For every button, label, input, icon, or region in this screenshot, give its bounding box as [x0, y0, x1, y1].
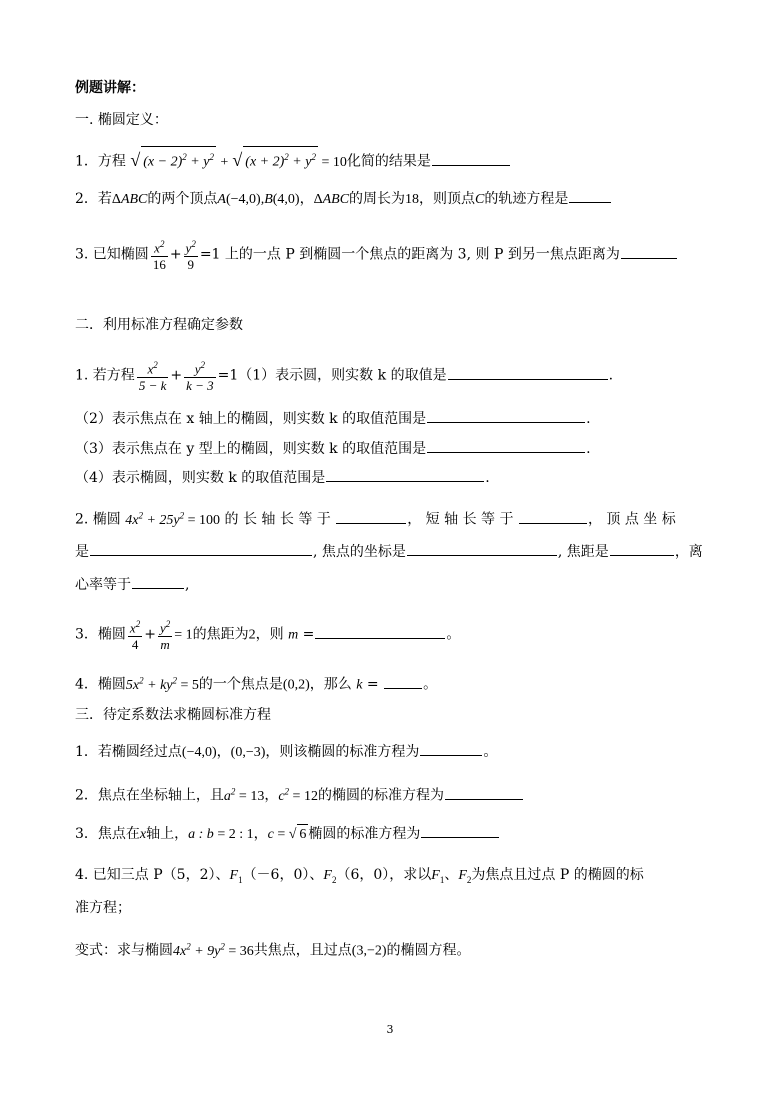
sec2-q2-line1: 2. 椭圆 $4x^2 + 25y^2 = 100$ 的 长 轴 长 等 于 ， 短 轴 长 等 于 ， 顶 点 坐 标 [75, 510, 676, 528]
answer-blank[interactable] [569, 188, 611, 203]
sec3-q2: 2．焦点在坐标轴上，且$a^2 = 13$，$c^2 = 12$的椭圆的标准方程为 [75, 781, 715, 807]
sec2-q2-line2: 是 , 焦点的坐标是 , 焦距是 ，离 [75, 541, 715, 562]
answer-blank[interactable] [336, 509, 406, 524]
sec2-q1-2: （2）表示焦点在 x 轴上的椭圆，则实数 k 的取值范围是 . [75, 408, 715, 429]
sec2-q1-4: （4）表示椭圆，则实数 k 的取值范围是 . [75, 467, 715, 488]
answer-blank[interactable] [448, 365, 608, 380]
page-number: 3 [386, 1023, 394, 1036]
sec2-q4: 4．椭圆$5x^2 + ky^2 = 5$的一个焦点是(0,2)，那么 k = 。 [75, 675, 438, 693]
sec1-q2: 2．若ΔABC的两个顶点A(−4,0),B(4,0)，ΔABC的周长为18，则顶点C的轨迹方程是 [75, 188, 715, 210]
answer-blank[interactable] [427, 438, 585, 453]
answer-blank[interactable] [519, 509, 587, 524]
sec3-title: 三．待定系数法求椭圆标准方程 [75, 707, 271, 723]
sec3-q1: 1．若椭圆经过点(−4,0)，(0,−3)，则该椭圆的标准方程为 。 [75, 741, 715, 763]
sec2-q1-3: （3）表示焦点在 y 型上的椭圆，则实数 k 的取值范围是 . [75, 438, 715, 459]
answer-blank[interactable] [610, 541, 674, 556]
answer-blank[interactable] [407, 541, 557, 556]
answer-blank[interactable] [420, 741, 482, 756]
answer-blank[interactable] [445, 785, 523, 800]
sec1-title: 一. 椭圆定义： [75, 112, 168, 128]
sec3-variant: 变式：求与椭圆$4x^2 + 9y^2 = 36$共焦点，且过点(3,−2)的椭圆方程。 [75, 941, 471, 959]
answer-blank[interactable] [315, 624, 445, 639]
answer-blank[interactable] [427, 408, 585, 423]
sec3-q3: 3．焦点在x轴上，a : b = 2 : 1，c = √ 6 椭圆的标准方程为 [75, 823, 715, 845]
sec1-q1: 1．方程 √ $(x - 2)^2 + y^2$ + √ $(x + 2)^2 + y^2 = 10$化简的结果是 [75, 146, 715, 173]
section-header: 例题讲解： [75, 80, 145, 96]
sec1-q3: 3. 已知椭圆 $\frac{x^2}{16}$ + $\frac{y^2}{9}$ =1 上的一点 P 到椭圆一个焦点的距离为 3, 则 P 到另一焦点距离为 [75, 236, 715, 273]
sec2-title: 二．利用标准方程确定参数 [75, 317, 243, 333]
answer-blank[interactable] [90, 541, 312, 556]
answer-blank[interactable] [432, 151, 510, 166]
sec3-q4-line2: 准方程； [75, 900, 131, 916]
sec2-q2-line3: 心率等于 , [75, 574, 715, 595]
sec2-q3: 3．椭圆 $\frac{x^2}{4}$ + $\frac{y^2}{m}$ = 1的焦距为2，则 m = 。 [75, 616, 715, 653]
answer-blank[interactable] [621, 244, 677, 259]
answer-blank[interactable] [326, 467, 484, 482]
answer-blank[interactable] [421, 823, 499, 838]
answer-blank[interactable] [132, 574, 184, 589]
sec3-q4-line1: 4. 已知三点 P（5，2）、$F_1(-6$，0）、$F_2(6$，0），求以$F_1$、$F_2$为焦点且过点 P 的椭圆的标 [75, 867, 644, 885]
sec2-q1: 1. 若方程 $\frac{x^2}{5 - k}$ + $\frac{y^2}{k - 3}$ =1（1）表示圆，则实数 k 的取值是 . [75, 357, 715, 394]
answer-blank[interactable] [384, 674, 422, 689]
